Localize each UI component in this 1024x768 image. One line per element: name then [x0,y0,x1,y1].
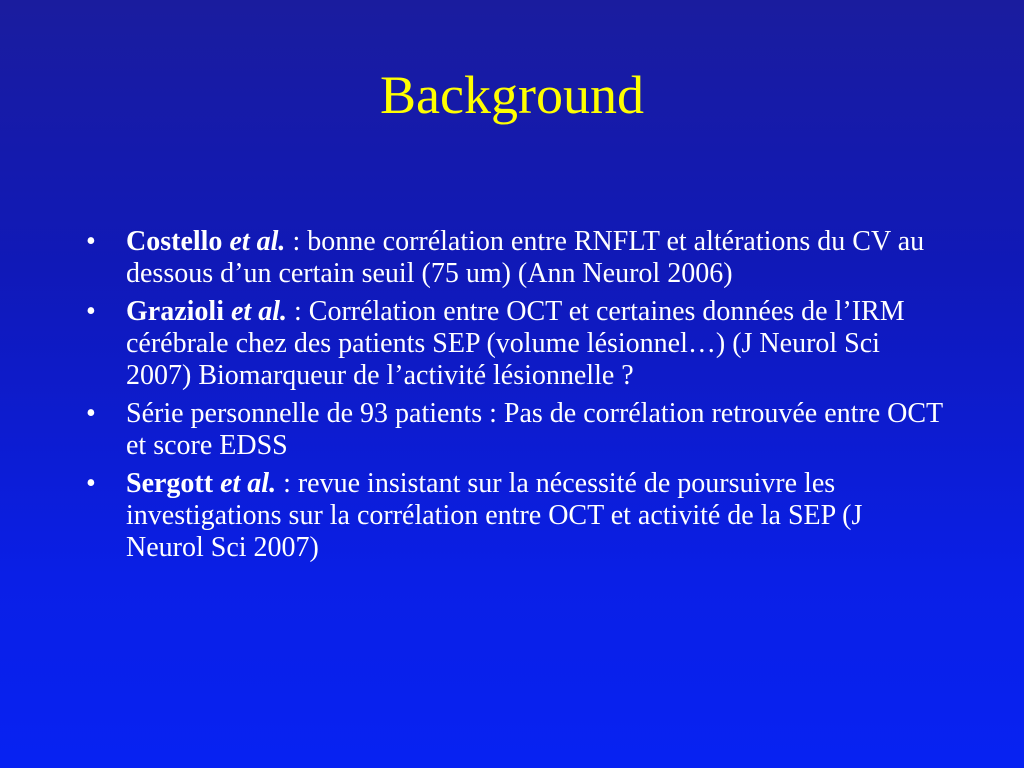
bullet-list [86,226,946,570]
bullet-text: : Corrélation entre OCT et certaines données de l’IRM cérébrale chez des patients SEP (volume lésionnel…) (J Neurol Sci 2007) Biomarqueur de l’activité lésionnelle ? [126,296,905,391]
et-al-label: et al. [229,226,286,257]
author-name: Sergott [126,468,214,499]
author-name: Costello [126,226,223,257]
bullet-item-serie-personnelle [86,398,946,462]
et-al-label: et al. [220,468,277,499]
bullet-marker: • [86,398,96,429]
author-name: Grazioli [126,296,224,327]
slide-title: Background [380,65,644,125]
bullet-item-costello [86,226,946,290]
bullet-text: : bonne corrélation entre RNFLT et altérations du CV au dessous d’un certain seuil (75 um) (Ann Neurol 2006) [126,226,925,289]
bullet-marker: • [86,296,96,327]
et-al-label: et al. [230,296,287,327]
bullet-text: : revue insistant sur la nécessité de poursuivre les investigations sur la corrélation entre OCT et activité de la SEP (J Neurol Sci 2007) [126,468,863,563]
bullet-marker: • [86,468,96,499]
bullet-text: Série personnelle de 93 patients : Pas de corrélation retrouvée entre OCT et score EDSS [126,398,943,461]
bullet-item-grazioli [86,296,946,392]
bullet-marker: • [86,226,96,257]
bullet-item-sergott [86,468,946,564]
